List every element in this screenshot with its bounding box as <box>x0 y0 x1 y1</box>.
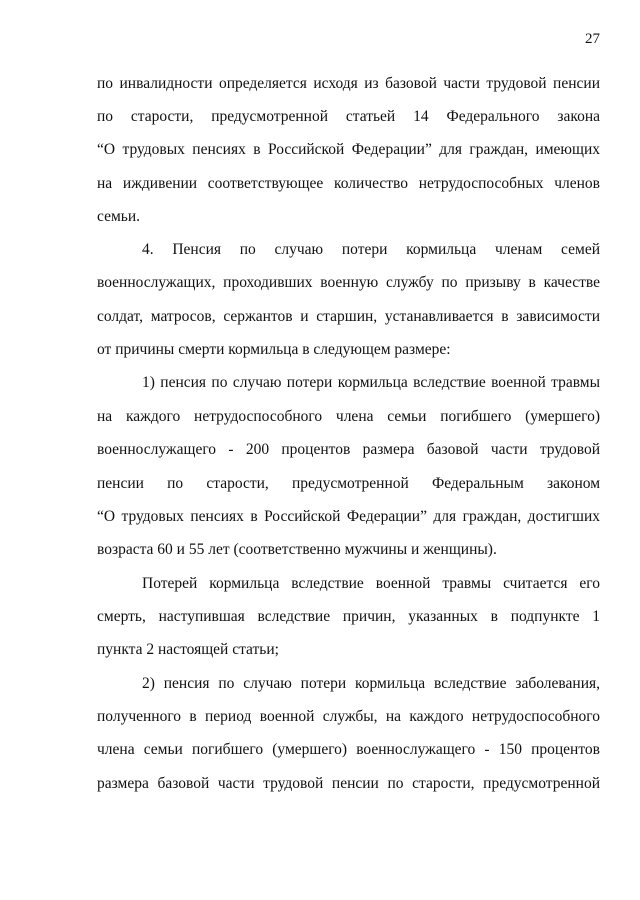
text-line: размера базовой части трудовой пенсии по старости, предусмотренной <box>97 775 600 792</box>
text-line: на каждого нетрудоспособного члена семьи погибшего (умершего) <box>97 408 600 425</box>
text-line: пенсии по старости, предусмотренной Федеральным законом <box>97 475 600 492</box>
text-line: военнослужащих, проходивших военную службу по призыву в качестве <box>97 274 600 291</box>
text-line: 4. Пенсия по случаю потери кормильца членам семей <box>142 241 600 258</box>
text-line: 2) пенсия по случаю потери кормильца вследствие заболевания, <box>142 675 600 692</box>
text-line: семьи. <box>97 208 140 225</box>
text-line: “О трудовых пенсиях в Российской Федерации” для граждан, имеющих <box>97 141 600 158</box>
text-line: полученного в период военной службы, на каждого нетрудоспособного <box>97 708 600 725</box>
page-number: 27 <box>585 31 600 47</box>
text-line: члена семьи погибшего (умершего) военнослужащего - 150 процентов <box>97 741 600 758</box>
text-line: военнослужащего - 200 процентов размера базовой части трудовой <box>97 441 600 458</box>
text-line: по инвалидности определяется исходя из базовой части трудовой пенсии <box>97 75 600 92</box>
text-line: по старости, предусмотренной статьей 14 Федерального закона <box>97 108 600 125</box>
text-line: 1) пенсия по случаю потери кормильца вследствие военной травмы <box>142 374 600 391</box>
text-line: возраста 60 и 55 лет (соответственно мужчины и женщины). <box>97 541 497 558</box>
text-line: солдат, матросов, сержантов и старшин, устанавливается в зависимости <box>97 308 600 325</box>
text-line: Потерей кормильца вследствие военной травмы считается его <box>142 575 600 592</box>
text-line: “О трудовых пенсиях в Российской Федерации” для граждан, достигших <box>97 508 600 525</box>
text-line: от причины смерти кормильца в следующем размере: <box>97 341 451 358</box>
text-line: на иждивении соответствующее количество нетрудоспособных членов <box>97 175 600 192</box>
text-line: смерть, наступившая вследствие причин, указанных в подпункте 1 <box>97 608 600 625</box>
text-line: пункта 2 настоящей статьи; <box>97 641 279 658</box>
